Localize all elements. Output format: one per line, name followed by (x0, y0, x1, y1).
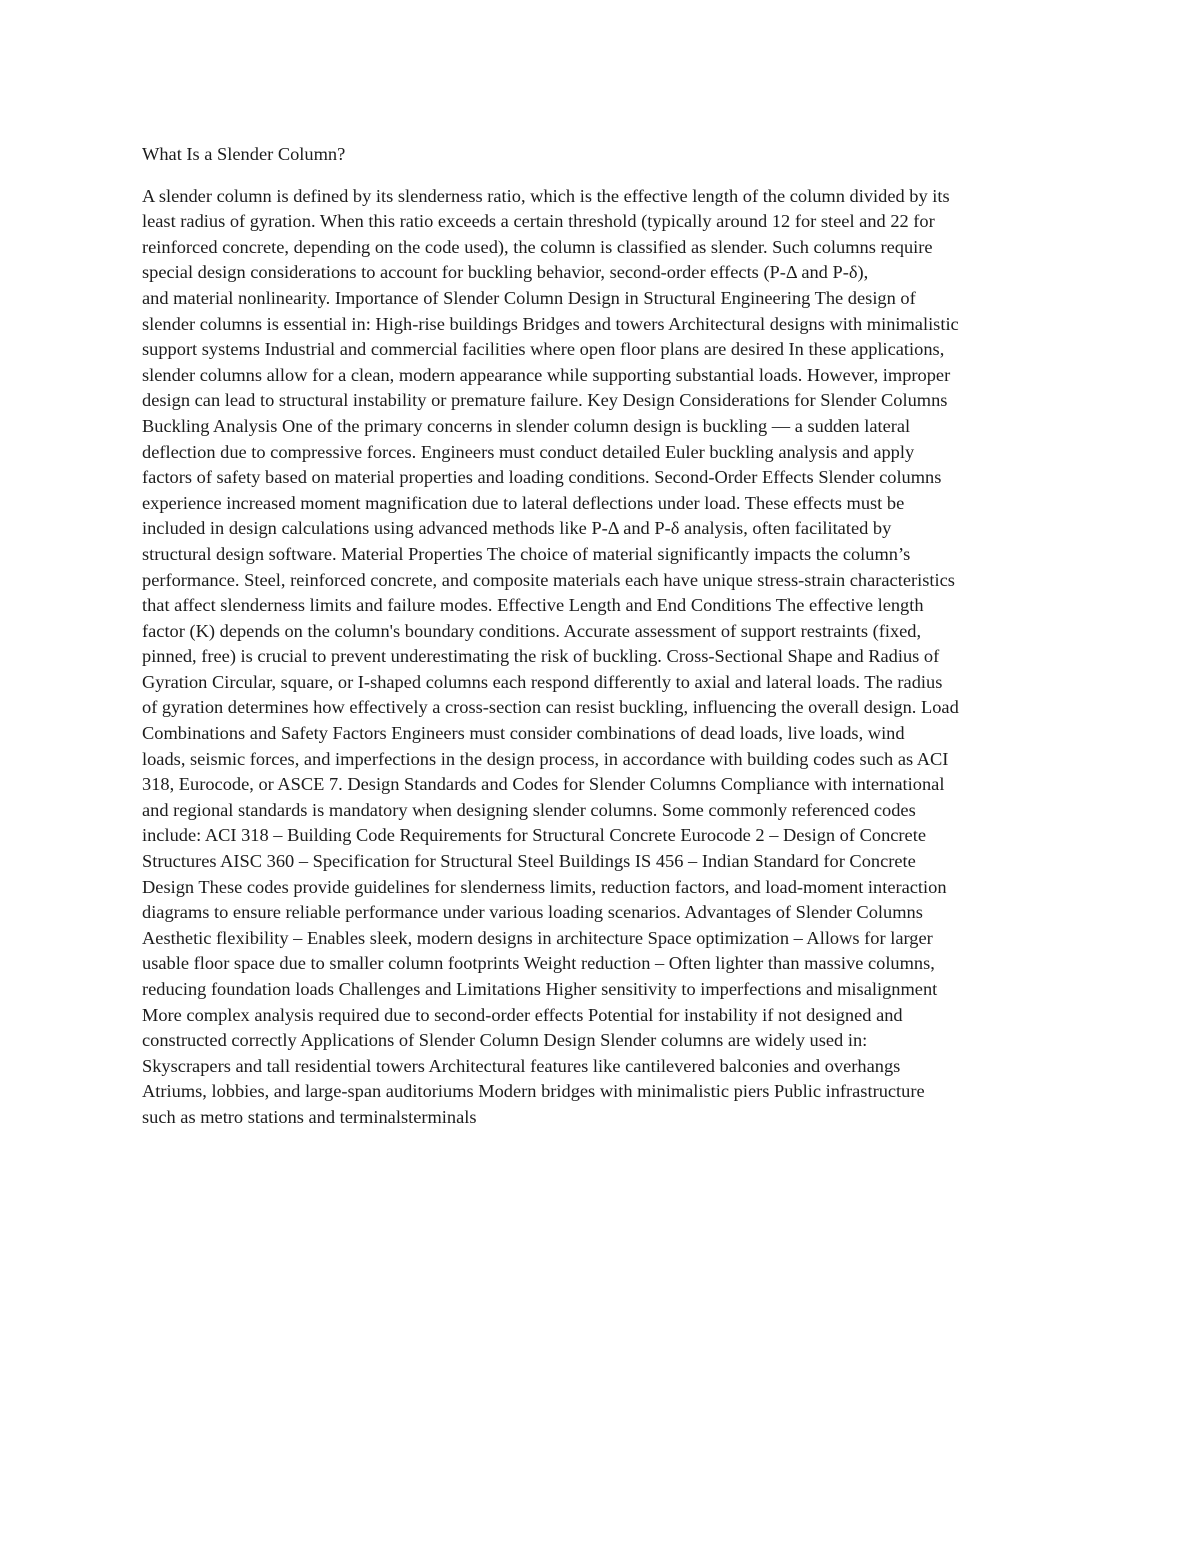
text-line: that affect slenderness limits and failure modes. Effective Length and End Conditions The effective length (142, 595, 924, 616)
body-paragraph (142, 184, 1072, 1131)
text-line: diagrams to ensure reliable performance under various loading scenarios. Advantages of Slender Columns (142, 902, 923, 923)
text-line: Atriums, lobbies, and large-span auditoriums Modern bridges with minimalistic piers Public infrastructure (142, 1081, 925, 1102)
text-line: and regional standards is mandatory when designing slender columns. Some commonly referenced codes (142, 799, 916, 820)
text-line: design can lead to structural instability or premature failure. Key Design Considerations for Slender Columns (142, 390, 948, 411)
text-line: special design considerations to account for buckling behavior, second-order effects (P-Δ and P-δ), (142, 262, 869, 283)
text-line: constructed correctly Applications of Slender Column Design Slender columns are widely used in: (142, 1030, 868, 1051)
text-line: and material nonlinearity. Importance of Slender Column Design in Structural Engineering The design of (142, 287, 916, 308)
text-line: slender columns allow for a clean, modern appearance while supporting substantial loads. However, improper (142, 364, 951, 385)
text-line: deflection due to compressive forces. Engineers must conduct detailed Euler buckling analysis and apply (142, 441, 915, 462)
text-line: include: ACI 318 – Building Code Requirements for Structural Concrete Eurocode 2 – Design of Concrete (142, 825, 926, 846)
text-line: Aesthetic flexibility – Enables sleek, modern designs in architecture Space optimization – Allows for larger (142, 927, 933, 948)
text-line: such as metro stations and terminalsterminals (142, 1106, 477, 1127)
text-line: Design These codes provide guidelines for slenderness limits, reduction factors, and load-moment interaction (142, 876, 947, 897)
text-line: experience increased moment magnification due to lateral deflections under load. These effects must be (142, 492, 905, 513)
text-line: A slender column is defined by its slenderness ratio, which is the effective length of the column divided by its (142, 185, 950, 206)
text-line: support systems Industrial and commercial facilities where open floor plans are desired In these applications, (142, 339, 945, 360)
text-line: factors of safety based on material properties and loading conditions. Second-Order Effects Slender columns (142, 467, 942, 488)
text-line: Combinations and Safety Factors Engineers must consider combinations of dead loads, live loads, wind (142, 723, 905, 744)
text-line: performance. Steel, reinforced concrete, and composite materials each have unique stress-strain characteristics (142, 569, 955, 590)
document-content (142, 142, 1072, 1131)
text-line: 318, Eurocode, or ASCE 7. Design Standards and Codes for Slender Columns Compliance with international (142, 774, 945, 795)
text-line: least radius of gyration. When this ratio exceeds a certain threshold (typically around 12 for steel and 22 for (142, 211, 935, 232)
text-line: included in design calculations using advanced methods like P-Δ and P-δ analysis, often facilitated by (142, 518, 892, 539)
text-line: usable floor space due to smaller column footprints Weight reduction – Often lighter than massive columns, (142, 953, 935, 974)
text-line: loads, seismic forces, and imperfections in the design process, in accordance with building codes such as ACI (142, 748, 949, 769)
document-title: What Is a Slender Column? (142, 144, 346, 164)
text-line: Structures AISC 360 – Specification for Structural Steel Buildings IS 456 – Indian Standard for Concrete (142, 851, 916, 872)
text-line: More complex analysis required due to second-order effects Potential for instability if not designed and (142, 1004, 903, 1025)
text-line: Skyscrapers and tall residential towers Architectural features like cantilevered balconies and overhangs (142, 1055, 901, 1076)
text-line: structural design software. Material Properties The choice of material significantly impacts the column’s (142, 543, 911, 564)
text-line: Gyration Circular, square, or I-shaped columns each respond differently to axial and lateral loads. The radius (142, 671, 943, 692)
text-line: Buckling Analysis One of the primary concerns in slender column design is buckling — a sudden lateral (142, 415, 911, 436)
text-line: slender columns is essential in: High-rise buildings Bridges and towers Architectural designs with minimalistic (142, 313, 959, 334)
text-line: pinned, free) is crucial to prevent underestimating the risk of buckling. Cross-Sectional Shape and Radius of (142, 646, 940, 667)
text-line: reducing foundation loads Challenges and Limitations Higher sensitivity to imperfections and misalignment (142, 979, 938, 999)
text-line: of gyration determines how effectively a cross-section can resist buckling, influencing the overall design. Load (142, 697, 959, 718)
text-line: factor (K) depends on the column's boundary conditions. Accurate assessment of support restraints (fixed, (142, 620, 922, 641)
text-line: reinforced concrete, depending on the code used), the column is classified as slender. Such columns require (142, 236, 933, 257)
